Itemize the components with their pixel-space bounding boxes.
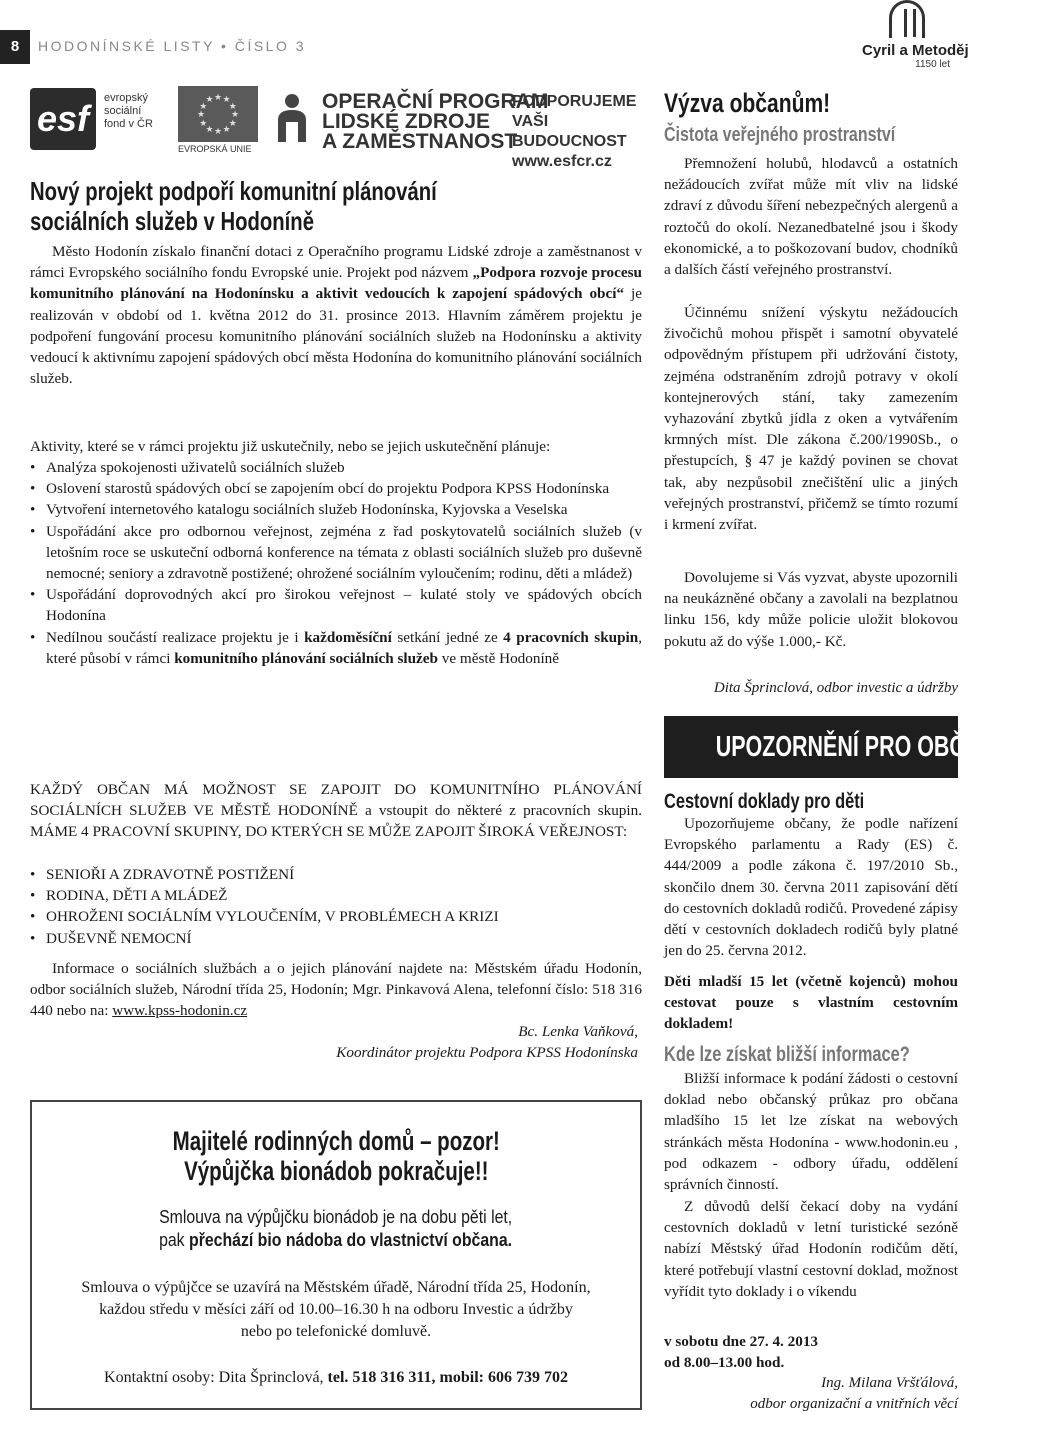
cleanliness-paragraph: Dovolujeme si Vás vyzvat, abyste upozornili na neukázněné občany a zavolali na bezplatnou linku 156, kdy může policie uložit blokovou pokutu až do výše 1.000,- Kč. (664, 569, 958, 650)
date-line: v sobotu dne 27. 4. 2013 (664, 1333, 819, 1350)
box-title-line: Majitelé rodinných domů – pozor! (172, 1126, 500, 1156)
article-intro (30, 241, 642, 389)
cleanliness-paragraph: Přemnožení holubů, hlodavců a ostatních nežádoucích zvířat může mít vliv na lidské zdraví z důvodu šíření nebezpečných alergenů a roztočů do okolí. Nezanedbatelné jsou i škody ekonomické, a to poškozovaní budov, chodníků a dalších částí veřejného prostranství. (664, 155, 958, 279)
anniversary-logo (862, 0, 969, 80)
groups-list (30, 864, 642, 949)
eu-star-icon: ★ (222, 94, 231, 105)
activities-intro: Aktivity, které se v rámci projektu již uskutečnily, nebo se jejich uskutečnění plánuje: (30, 438, 551, 455)
more-info-paragraph: Bližší informace k podání žádosti o cestovní doklad nebo občanský průkaz pro občana mladšího 15 let lze získat na webových stránkách města Hodonína - www.hodonin.eu , pod odkazem - odbory úřadu, oddělení správních činností. (664, 1070, 958, 1194)
support-url[interactable]: www.esfcr.cz (512, 153, 612, 170)
weekend-date (664, 1331, 958, 1373)
box-sub-bold: přechází bio nádoba do vlastnictví občana. (189, 1230, 513, 1250)
list-item: • Uspořádání doprovodných akcí pro širokou veřejnost – kulaté stoly ve spádových obcích Hodonína (30, 584, 642, 626)
list-bold: 4 pracovních skupin (503, 628, 639, 646)
list-text: Nedílnou součástí realizace projektu je i (46, 628, 305, 646)
info-paragraph (30, 958, 642, 1022)
kpss-link[interactable]: www.kpss-hodonin.cz (112, 1002, 248, 1020)
box-body-line: každou středu v měsíci září od 10.00–16.30 h na odboru Investic a údržby (99, 1301, 573, 1318)
op-line: A ZAMĚSTNANOST (322, 130, 518, 153)
cleanliness-paragraph: Účinnému snížení výskytu nežádoucích živočichů mohou přispět i samotní obyvatelé odpovědným přístupem při udržování čistoty, zejména odstraněním zdrojů potravy v okolí kontejnerových stání, taky zamezením vyhazování zbytků jídla z oken a vytvářením krmných míst. Dle zákona č.200/1990Sb., o přestupcích, § 47 je každý povinen se chovat tak, aby nezpůsobil znečištění ulic a jiných veřejných prostranství, přičemž se tímto rozumí i krmení zvířat. (664, 304, 958, 534)
eu-star-icon: ★ (231, 109, 240, 119)
time-line: od 8.00–13.00 hod. (664, 1354, 785, 1372)
travel-docs-signature (664, 1373, 958, 1415)
article-signature (30, 1021, 638, 1063)
eu-star-icon: ★ (197, 109, 206, 119)
eu-star-icon: ★ (214, 126, 223, 136)
logo-mark-icon (889, 0, 925, 38)
project-name: „Podpora rozvoje procesu komunitního plánování na Hodonínsku a aktivit vedoucích k zapojení spádových obcí“ (30, 264, 642, 303)
esf-subtitle (104, 92, 153, 131)
logo-years: 1150 let (915, 59, 950, 70)
eu-label: EVROPSKÁ UNIE (178, 144, 252, 154)
list-item: • RODINA, DĚTI A MLÁDEŽ (30, 885, 642, 906)
caps-text: MÁME 4 PRACOVNÍ SKUPINY, DO KTERÝCH SE MŮŽE ZAPOJIT ŠIROKÁ VEŘEJNOST: (30, 823, 628, 841)
list-bold: komunitního plánování sociálních služeb (174, 649, 438, 667)
bio-bin-box (30, 1100, 642, 1410)
eu-star-icon: ★ (205, 123, 214, 134)
esf-sub-line: fond v ČR (104, 118, 153, 130)
eu-star-icon: ★ (199, 100, 208, 111)
page-number: 8 (0, 30, 30, 64)
publication-header: HODONÍNSKÉ LISTY • ČÍSLO 3 (38, 38, 307, 54)
box-contact (32, 1367, 640, 1389)
list-text: , které působí v rámci (46, 628, 643, 667)
contact-text: Kontaktní osoby: Dita Šprinclová, (104, 1369, 328, 1386)
eu-star-icon: ★ (228, 117, 237, 128)
eu-star-icon: ★ (205, 94, 214, 105)
esf-sub-line: sociální (104, 105, 142, 117)
people-icon (270, 92, 314, 144)
article-title (30, 176, 638, 236)
list-bold: každoměsíční (304, 628, 392, 646)
eu-star-icon: ★ (199, 117, 208, 128)
signature-name: Ing. Milana Vršťálová, (821, 1375, 958, 1391)
eu-flag-icon (178, 86, 258, 142)
travel-docs-warning: Děti mladší 15 let (včetně kojenců) mohou cestovat pouze s vlastním cestovním dokladem! (664, 973, 958, 1033)
travel-docs-title: Cestovní doklady pro děti (664, 790, 865, 813)
box-subtitle (32, 1206, 640, 1252)
esf-logo: esf (30, 88, 96, 150)
signature-role: odbor organizační a vnitřních věcí (750, 1396, 958, 1412)
notice-banner (664, 716, 1011, 778)
info-text: Informace o sociálních službách a o jejich plánování najdete na: Městském úřadu Hodonín, odbor sociálních služeb, Národní třída 25, Hodonín; Mgr. Pinkavová Alena, telefonní číslo: 518 316 440 nebo na: (30, 960, 642, 1020)
support-line: PODPORUJEME (512, 93, 637, 110)
list-item: • OHROŽENI SOCIÁLNÍM VYLOUČENÍM, V PROBLÉMECH A KRIZI (30, 906, 642, 927)
list-item: • Vytvoření internetového katalogu sociálních služeb Hodonínska, Kyjovska a Veselska (30, 499, 642, 520)
travel-docs-paragraph: Upozorňujeme občany, že podle nařízení Evropského parlamentu a Rady (ES) č. 444/2009 a podle zákona č. 197/2010 Sb., skončilo dnem 30. června 2011 zapisování dětí do cestovních dokladů rodičů. Provedené zápisy dětí v cestovních dokladech rodičů byly platné jen do 25. června 2012. (664, 815, 958, 960)
contact-phones: tel. 518 316 311, mobil: 606 739 702 (327, 1369, 568, 1386)
box-sub-line (160, 1229, 513, 1252)
list-item: • Oslovení starostů spádových obcí se zapojením obcí do projektu Podpora KPSS Hodonínska (30, 478, 642, 499)
more-info-title: Kde lze získat bližší informace? (664, 1043, 910, 1066)
list-item: • Uspořádání akce pro odbornou veřejnost, zejména z řad poskytovatelů sociálních služeb (v letošním roce se uskuteční odborná konference na témata z oblasti sociálních služeb pro duševně nemocné; seniory a zdravotně postižené; ohrožené sociálním vyloučením; rodinu, děti a mládež) (30, 521, 642, 585)
box-body-line: nebo po telefonické domluvě. (240, 1323, 432, 1340)
box-body (32, 1277, 640, 1343)
box-sub-text: pak (159, 1230, 190, 1250)
box-body-line: Smlouva o výpůjčce se uzavírá na Městském úřadě, Národní třída 25, Hodonín, (81, 1279, 591, 1296)
signature-name: Bc. Lenka Vaňková, (518, 1023, 638, 1040)
signature-role: Koordinátor projektu Podpora KPSS Hodonínska (336, 1044, 638, 1062)
support-text (512, 92, 642, 172)
box-title (32, 1126, 640, 1186)
appeal-title: Výzva občanům! (664, 88, 831, 118)
list-item (30, 627, 642, 669)
op-line: OPERAČNÍ PROGRAM (322, 90, 549, 113)
support-line: VAŠI BUDOUCNOST (512, 113, 627, 150)
intro-text: Město Hodonín získalo finanční dotaci z Operačního programu Lidské zdroje a zaměstnanost v rámci Evropského sociálního fondu Evropské unie. Projekt pod názvem (30, 243, 642, 282)
cleanliness-subtitle: Čistota veřejného prostranství (664, 124, 896, 146)
intro-text: je realizován v období od 1. května 2012 do 31. prosince 2013. Hlavním záměrem projektu je podpoření fungování procesu komunitního plánování sociálních služeb na Hodonínsku a aktivity vedoucí k aktivnímu zapojení spádových obcí města Hodonína do komunitního plánování sociálních služeb. (30, 285, 642, 388)
eu-star-icon: ★ (222, 123, 231, 134)
op-line: LIDSKÉ ZDROJE (322, 110, 491, 133)
caps-text: KAŽDÝ OBČAN MÁ MOŽNOST SE ZAPOJIT DO KOMUNITNÍHO PLÁNOVÁNÍ SOCIÁLNÍCH SLUŽEB VE MĚSTĚ HODONÍNĚ (30, 781, 642, 820)
logo-name: Cyril a Metoděj (862, 42, 969, 59)
article-title-line: sociálních služeb v Hodoníně (30, 206, 314, 236)
list-text: ve městě Hodoníně (437, 649, 560, 667)
participation-text (30, 779, 642, 843)
box-sub-line: Smlouva na výpůjčku bionádob je na dobu pěti let, (159, 1207, 513, 1227)
more-info-paragraph: Z důvodů delší čekací doby na vydání cestovních dokladů v letní turistické sezóně nabízí Městský úřad Hodonín rodičům dětí, které potřebují vlastní cestovní doklad, možnost vyřídit tyto doklady i o víkendu (664, 1198, 958, 1300)
activities-list (30, 457, 642, 669)
box-title-line: Výpůjčka bionádob pokračuje!! (183, 1156, 489, 1186)
esf-banner (30, 84, 642, 170)
list-item: • Analýza spokojenosti uživatelů sociálních služeb (30, 457, 642, 478)
list-item: • DUŠEVNĚ NEMOCNÍ (30, 928, 642, 949)
eu-star-icon: ★ (214, 92, 223, 102)
eu-star-icon: ★ (228, 100, 237, 111)
notice-banner-text: UPOZORNĚNÍ PRO OBČANY (715, 731, 1011, 763)
list-text: setkání jedné ze (391, 628, 504, 646)
article-title-line: Nový projekt podpoří komunitní plánování (30, 176, 437, 206)
caps-text: a vstoupit do některé z pracovních skupin. (357, 802, 642, 820)
cleanliness-signature: Dita Šprinclová, odbor investic a údržby (713, 680, 958, 696)
list-item: • SENIOŘI A ZDRAVOTNĚ POSTIŽENÍ (30, 864, 642, 885)
esf-sub-line: evropský (104, 92, 149, 104)
